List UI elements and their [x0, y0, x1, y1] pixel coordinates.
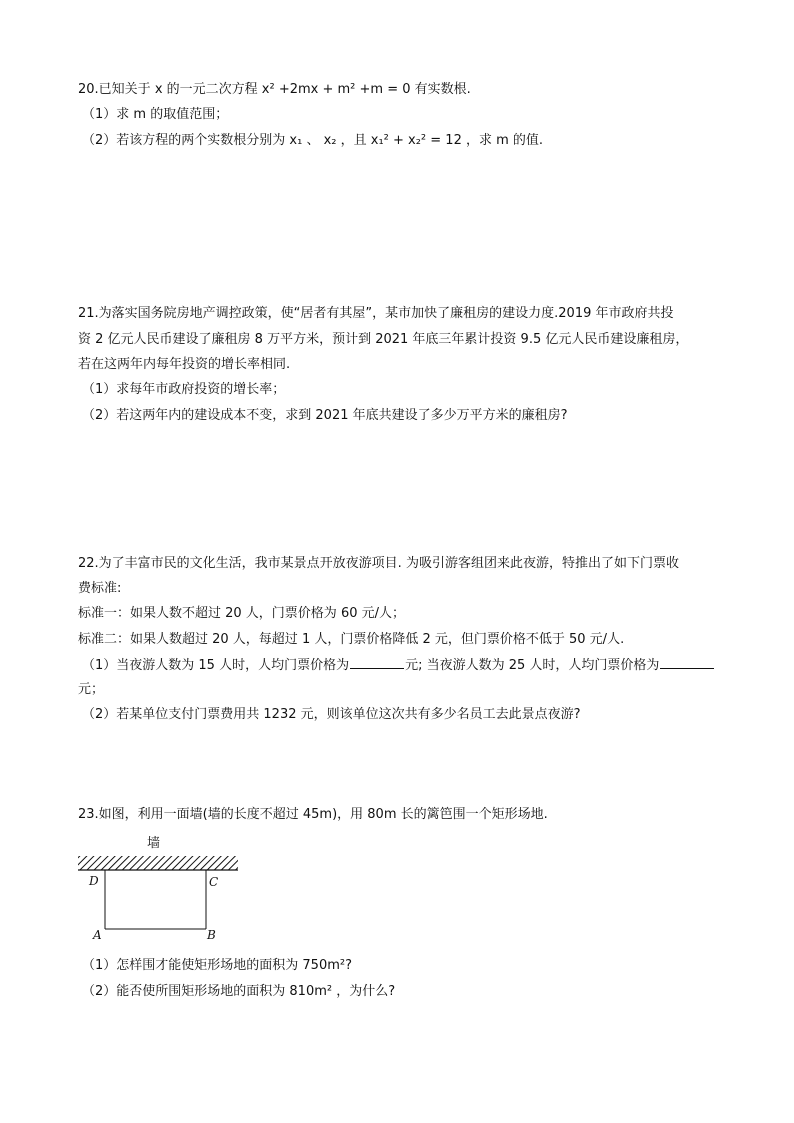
- q22-part1-b: 元; 当夜游人数为 25 人时，人均门票价格为: [405, 658, 660, 673]
- q20-equation: x² +2mx + m² +m = 0: [261, 82, 411, 97]
- q22-part1-a: （1）当夜游人数为 15 人时，人均门票价格为: [82, 658, 350, 673]
- q20-intro-a: 20.已知关于: [78, 82, 155, 97]
- q22-line2: 费标准:: [78, 581, 122, 596]
- q21-line1: 21.为落实国务院房地产调控政策，使“居者有其屋”，某市加快了廉租房的建设力度.2019 年市政府共投: [78, 306, 674, 321]
- answer-blank-1[interactable]: [350, 656, 404, 669]
- q21-line3: 若在这两年内每年投资的增长率相同.: [78, 357, 291, 372]
- wall-label: 墙: [147, 836, 161, 851]
- q20-intro-b: 的一元二次方程: [162, 82, 262, 97]
- q22-part1: [82, 656, 715, 675]
- q20-root1: x₁: [289, 133, 303, 148]
- q20-part2-a: （2）若该方程的两个实数根分别为: [82, 133, 290, 148]
- corner-label-c: C: [209, 875, 219, 889]
- q22-line1: 22.为了丰富市民的文化生活，我市某景点开放夜游项目. 为吸引游客组团来此夜游，特推出了如下门票收: [78, 556, 679, 571]
- wall-hatching: [78, 856, 238, 870]
- corner-label-b: B: [207, 928, 216, 942]
- q20-intro-c: 有实数根.: [410, 82, 471, 97]
- q23-part2: （2）能否使所围矩形场地的面积为 810m² ，为什么?: [82, 984, 396, 999]
- q22-part2: （2）若某单位支付门票费用共 1232 元，则该单位这次共有多少名员工去此景点夜游?: [82, 707, 581, 722]
- q22-standard-1: 标准一：如果人数不超过 20 人，门票价格为 60 元/人；: [78, 606, 405, 621]
- q20-root2: x₂: [323, 133, 337, 148]
- q20-sep: 、: [302, 133, 324, 148]
- q20-var-x: x: [154, 82, 163, 97]
- q20-part1: （1）求 m 的取值范围；: [82, 107, 229, 122]
- q22-part1-c: 元；: [78, 682, 105, 697]
- corner-label-a: A: [93, 928, 102, 942]
- q20-part2-b: ，且: [336, 133, 371, 148]
- q20-stem: [78, 81, 471, 99]
- q21-part1: （1）求每年市政府投资的增长率；: [82, 382, 286, 397]
- q23-part1: （1）怎样围才能使矩形场地的面积为 750m²?: [82, 958, 352, 973]
- q21-part2: （2）若这两年内的建设成本不变，求到 2021 年底共建设了多少万平方米的廉租房?: [82, 408, 568, 423]
- q20-part2-c: ，求 m 的值.: [461, 133, 544, 148]
- q21-line2: 资 2 亿元人民币建设了廉租房 8 万平方米，预计到 2021 年底三年累计投资 9.5 亿元人民币建设廉租房，: [78, 332, 689, 347]
- q22-standard-2: 标准二：如果人数超过 20 人，每超过 1 人，门票价格降低 2 元，但门票价格不低于 50 元/人.: [78, 632, 625, 647]
- corner-label-d: D: [89, 874, 99, 888]
- q23-line1: 23.如图，利用一面墙(墙的长度不超过 45m)，用 80m 长的篱笆围一个矩形场地.: [78, 807, 548, 822]
- q20-part2: [82, 132, 543, 150]
- q20-condition: x₁² + x₂² = 12: [370, 133, 462, 148]
- answer-blank-2[interactable]: [660, 656, 714, 669]
